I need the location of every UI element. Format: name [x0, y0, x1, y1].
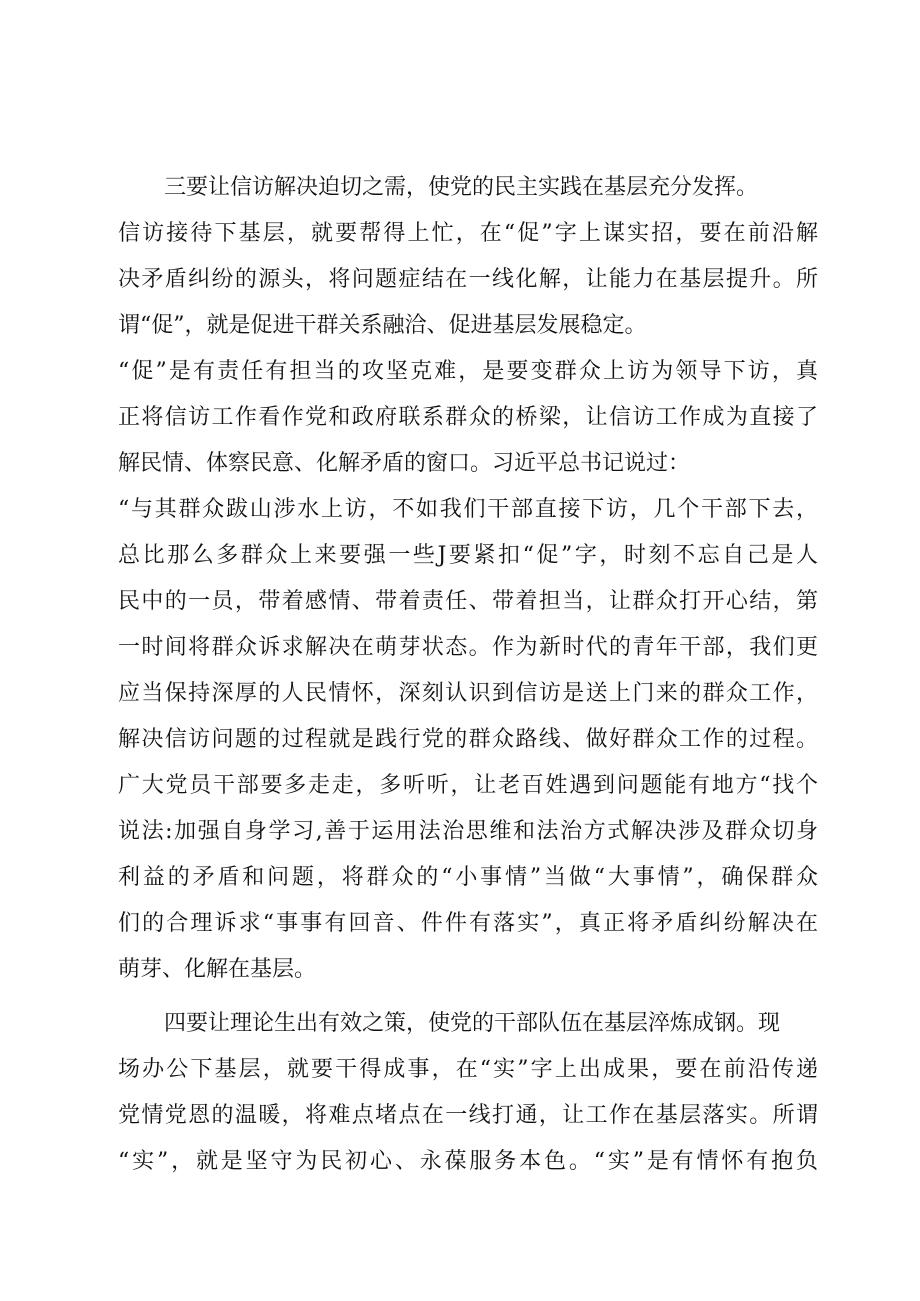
- text-line: 应当保持深厚的人民情怀，深刻认识到信访是送上门来的群众工作，: [118, 681, 818, 706]
- text-line: “与其群众跋山涉水上访，不如我们干部直接下访，几个干部下去，: [118, 497, 818, 522]
- text-line: 一时间将群众诉求解决在萌芽状态。作为新时代的青年干部，我们更: [118, 635, 818, 660]
- text-line: 广大党员干部要多走走，多听听，让老百姓遇到问题能有地方“找个: [118, 773, 818, 798]
- paragraph-3-first-line: 三要让信访解决迫切之需，使党的民主实践在基层充分发挥。: [164, 175, 759, 200]
- text-line: 解民情、体察民意、化解矛盾的窗口。习近平总书记说过：: [118, 451, 691, 476]
- text-line: 萌芽、化解在基层。: [118, 957, 317, 982]
- text-line: “促”是有责任有担当的攻坚克难，是要变群众上访为领导下访，真: [118, 359, 818, 384]
- text-line: 民中的一员，带着感情、带着责任、带着担当，让群众打开心结，第: [118, 589, 818, 614]
- text-line: 正将信访工作看作党和政府联系群众的桥梁，让信访工作成为直接了: [118, 405, 818, 430]
- text-line: “实”，就是坚守为民初心、永葆服务本色。“实”是有情怀有抱负: [118, 1149, 818, 1174]
- text-line: 利益的矛盾和问题，将群众的“小事情”当做“大事情”，确保群众: [118, 865, 818, 890]
- text-line: 党情党恩的温暖，将难点堵点在一线打通，让工作在基层落实。所谓: [118, 1103, 818, 1128]
- text-line: 决矛盾纠纷的源头，将问题症结在一线化解，让能力在基层提升。所: [118, 267, 818, 292]
- text-line: 信访接待下基层，就要帮得上忙，在“促”字上谋实招，要在前沿解: [118, 221, 818, 246]
- text-line: 谓“促”，就是促进干群关系融洽、促进基层发展稳定。: [118, 313, 647, 338]
- paragraph-4-first-line: 四要让理论生出有效之策，使党的干部队伍在基层淬炼成钢。现: [164, 1011, 781, 1036]
- text-line: 场办公下基层，就要干得成事，在“实”字上出成果，要在前沿传递: [118, 1057, 818, 1082]
- text-line: 解决信访问题的过程就是践行党的群众路线、做好群众工作的过程。: [118, 727, 818, 752]
- text-line: 们的合理诉求“事事有回音、件件有落实”，真正将矛盾纠纷解决在: [118, 911, 818, 936]
- text-line: 总比那么多群众上来要强一些J要紧扣“促”字，时刻不忘自己是人: [118, 543, 818, 568]
- text-line: 说法:加强自身学习,善于运用法治思维和法治方式解决涉及群众切身: [118, 819, 818, 844]
